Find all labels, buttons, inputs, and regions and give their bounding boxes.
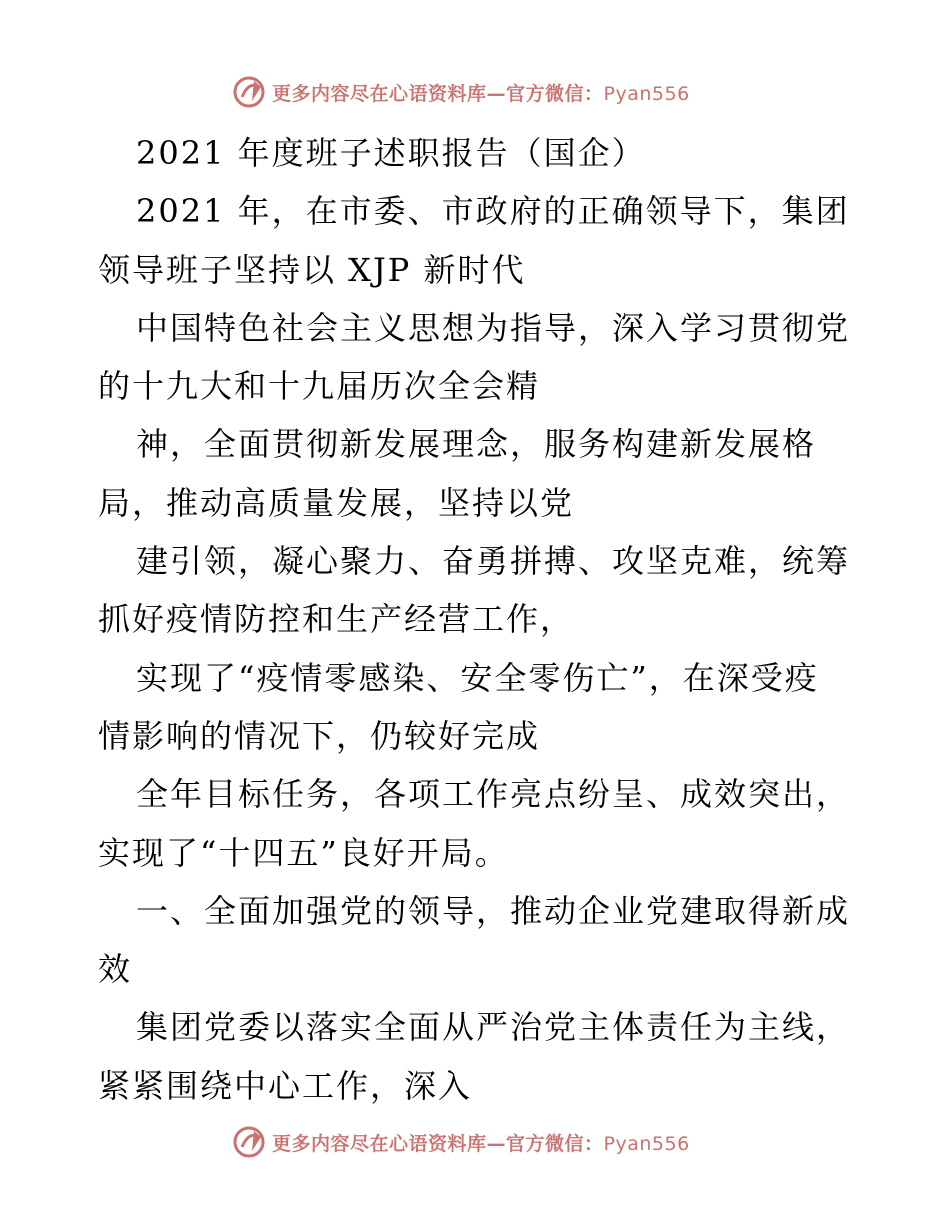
section-heading: 一、全面加强党的领导，推动企业党建取得新成 <box>136 891 851 930</box>
text-line: 的十九大和十九届历次全会精 <box>98 367 541 406</box>
text-line: 局，推动高质量发展，坚持以党 <box>98 483 575 522</box>
text-line: 建引领，凝心聚力、奋勇拼搏、攻坚克难，统筹 <box>136 542 851 581</box>
text-line: 抓好疫情防控和生产经营工作， <box>98 600 575 639</box>
banner-text: 更多内容尽在心语资料库—官方微信：Pyan556 <box>272 1132 690 1155</box>
text-line: 领导班子坚持以 XJP 新时代 <box>98 250 526 289</box>
text-line: 全年目标任务，各项工作亮点纷呈、成效突出， <box>136 775 851 814</box>
text-line: 实现了“十四五”良好开局。 <box>98 833 509 872</box>
text-line: 2021 年，在市委、市政府的正确领导下，集团 <box>136 192 850 231</box>
text-line: 情影响的情况下，仍较好完成 <box>98 716 541 755</box>
text-line: 集团党委以落实全面从严治党主体责任为主线， <box>136 1008 851 1047</box>
section-heading-cont: 效 <box>98 950 133 989</box>
text-line: 紧紧围绕中心工作，深入 <box>98 1066 473 1105</box>
brand-logo-icon <box>232 1125 266 1159</box>
text-line: 实现了“疫情零感染、安全零伤亡”，在深受疫 <box>136 658 819 697</box>
header-banner <box>0 72 950 112</box>
text-line: 中国特色社会主义思想为指导，深入学习贯彻党 <box>136 308 851 347</box>
text-line: 神，全面贯彻新发展理念，服务构建新发展格 <box>136 425 817 464</box>
document-body <box>98 124 858 1115</box>
footer-banner <box>0 1122 950 1162</box>
brand-logo-icon <box>232 75 266 109</box>
banner-text: 更多内容尽在心语资料库—官方微信：Pyan556 <box>272 82 690 105</box>
document-title: 2021 年度班子述职报告（国企） <box>136 134 646 172</box>
